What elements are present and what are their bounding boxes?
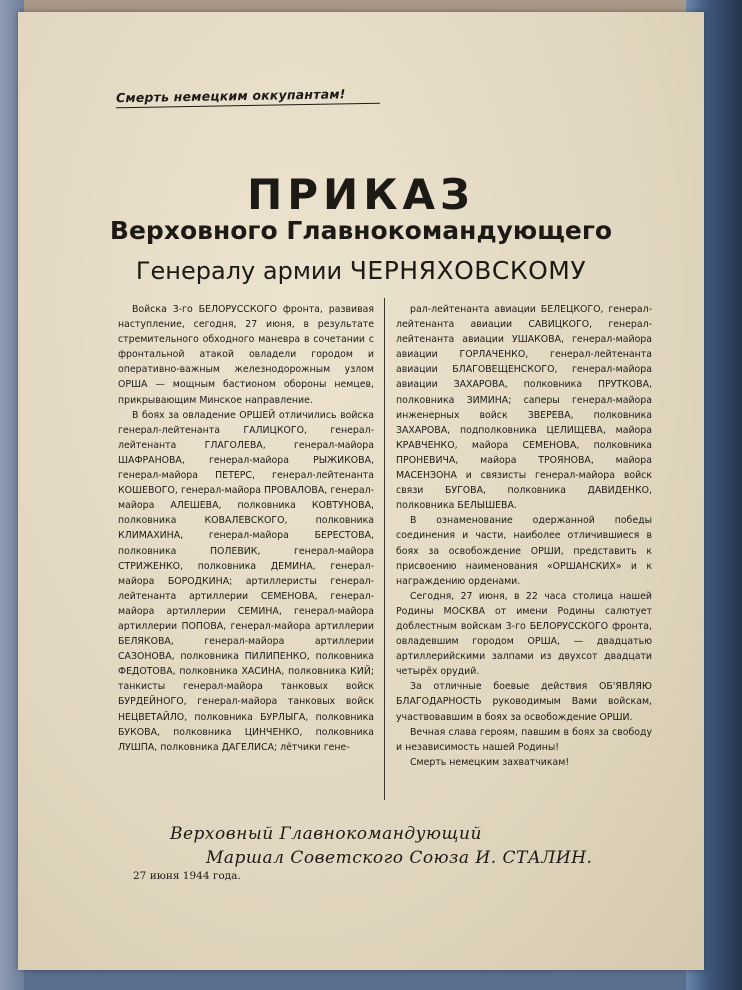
recipient-line: [18, 256, 704, 285]
recipient-prefix: Генералу армии: [135, 257, 343, 285]
signature-title: Верховный Главнокомандующий: [170, 824, 482, 844]
slogan: Смерть немецким оккупантам!: [116, 86, 380, 109]
paragraph: В ознаменование одержанной победы соединения и части, наиболее отличившиеся в боях за освобождение ОРШИ, представить к присвоению наименования «ОРШАНСКИХ» и к награждению орденами.: [396, 515, 652, 587]
document-sheet: [18, 12, 704, 970]
signature-name: Маршал Советского Союза И. СТАЛИН.: [206, 848, 593, 868]
left-column: [118, 302, 374, 755]
document-title: ПРИКАЗ: [247, 170, 475, 219]
paragraph: За отличные боевые действия ОБ'ЯВЛЯЮ БЛАГОДАРНОСТЬ руководимым Вами войскам, участвовавшим в боях за освобождение ОРШИ.: [396, 681, 652, 723]
paragraph: рал-лейтенанта авиации БЕЛЕЦКОГО, генерал-лейтенанта авиации САВИЦКОГО, генерал-лейтенанта авиации УШАКОВА, генерал-майора авиации ГОРЛАЧЕНКО, генерал-лейтенанта авиации БЛАГОВЕЩЕНСКОГО, генерал-майора авиации ЗАХАРОВА, полковника ПРУТКОВА, полковника ЗИМИНА; саперы генерал-майора инженерных войск ЗВЕРЕВА, полковника ЗАХАРОВА, подполковника ЦЕЛИЩЕВА, майора КРАВЧЕНКО, майора СЕМЕНОВА, полковника ПРОНЕВИЧА, майора ТРОЯНОВА, майора МАСЕНЗОНА и связисты генерал-майора войск связи БУГОВА, полковника ДАВИДЕНКО, полковника БЕЛЫШЕВА.: [396, 304, 652, 512]
recipient-name: ЧЕРНЯХОВСКОМУ: [349, 256, 587, 285]
column-divider: [384, 298, 385, 800]
paragraph: Войска 3-го БЕЛОРУССКОГО фронта, развивая наступление, сегодня, 27 июня, в результате стремительного обходного маневра в сочетании с фронтальной атакой овладели городом и оперативно-важным железнодорожным узлом ОРША — мощным бастионом обороны немцев, прикрывающим Минское направление.: [118, 304, 374, 406]
paragraph: В боях за овладение ОРШЕЙ отличились войска генерал-лейтенанта ГАЛИЦКОГО, генерал-лейтенанта ГЛАГОЛЕВА, генерал-майора ШАФРАНОВА, генерал-майора РЫЖИКОВА, генерал-майора ПЕТЕРС, генерал-лейтенанта КОШЕВОГО, генерал-майора ПРОВАЛОВА, генерал-майора АЛЕШЕВА, полковника КОВТУНОВА, полковника КОВАЛЕВСКОГО, полковника КЛИМАХИНА, генерал-майора БЕРЕСТОВА, полковника ПОЛЕВИК, генерал-майора СТРИЖЕНКО, полковника ДЕМИНА, генерал-майора БОРОДКИНА; артиллеристы генерал-лейтенанта артиллерии СЕМЕНОВА, генерал-майора артиллерии СЕМИНА, генерал-майора артиллерии ПОПОВА, генерал-майора артиллерии БЕЛЯКОВА, генерал-майора артиллерии САЗОНОВА, полковника ПИЛИПЕНКО, полковника ФЕДОТОВА, полковника ХАСИНА, полковника КИЙ; танкисты генерал-майора танковых войск БУРДЕЙНОГО, генерал-майора танковых войск НЕЦВЕТАЙЛО, полковника БУРЛЫГА, полковника БУКОВА, полковника ЦИНЧЕНКО, полковника ЛУШПА, полковника ДАГЕЛИСА; лётчики гене-: [118, 409, 374, 753]
document-date: 27 июня 1944 года.: [133, 870, 241, 882]
paragraph: Смерть немецким захватчикам!: [410, 756, 570, 768]
paragraph: Вечная слава героям, павшим в боях за свободу и независимость нашей Родины!: [396, 726, 652, 753]
right-column: [396, 302, 652, 770]
document-subtitle: Верховного Главнокомандующего: [109, 216, 613, 245]
paragraph: Сегодня, 27 июня, в 22 часа столица нашей Родины МОСКВА от имени Родины салютует доблестным войскам 3-го БЕЛОРУССКОГО фронта, овладевшим городом ОРША, — двадцатью артиллерийскими залпами из двухсот двадцати четырёх орудий.: [396, 590, 652, 678]
